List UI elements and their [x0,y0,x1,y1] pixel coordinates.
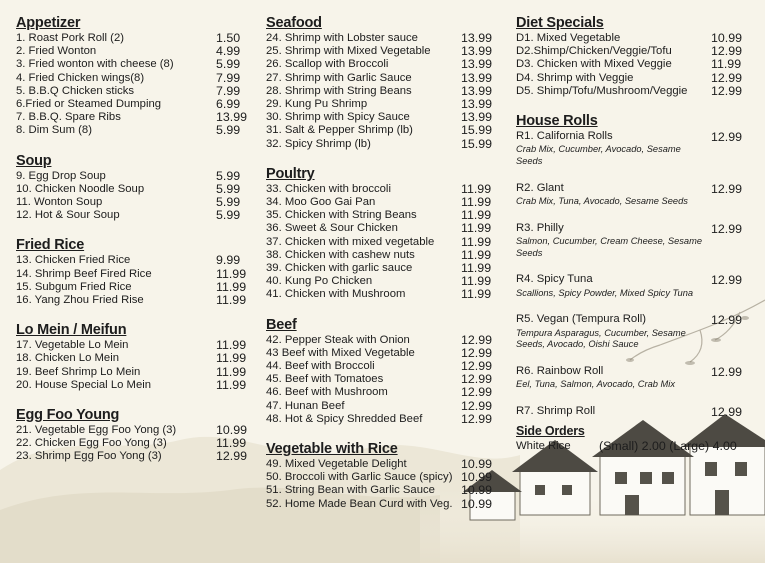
menu-item-name: 37. Chicken with mixed vegetable [266,235,435,248]
menu-item-name: 33. Chicken with broccoli [266,182,391,195]
menu-item-price: 9.99 [216,253,241,268]
menu-item-price: 5.99 [216,123,241,138]
menu-item-name: 38. Chicken with cashew nuts [266,248,415,261]
menu-item-description: Eel, Tuna, Salmon, Avocado, Crab Mix [516,379,675,390]
menu-item-description: Salmon, Cucumber, Cream Cheese, Sesame Seeds [516,236,703,258]
menu-item-name: 7. B.B.Q. Spare Ribs [16,111,121,124]
menu-item-price: 12.99 [216,449,248,464]
section-title-appetizer: Appetizer [16,15,81,31]
menu-section-diet-specials [516,14,746,98]
menu-item-price: (Small) 2.00 (Large) 4.00 [599,439,737,453]
menu-item [16,170,246,183]
menu-item-price: 11.99 [216,266,247,281]
menu-item-name: R4. Spicy Tuna [516,273,593,286]
menu-section-fried-rice [16,236,246,307]
menu-item-name: R5. Vegan (Tempura Roll) [516,313,646,326]
menu-item-name: 40. Kung Po Chicken [266,275,373,288]
menu-section-vegetable-with-rice [266,440,496,511]
menu-item-name: 9. Egg Drop Soup [16,169,106,182]
menu-column-middle [266,14,496,511]
menu-item-name: 39. Chicken with garlic sauce [266,262,413,275]
menu-item-price: 5.99 [216,208,241,223]
menu-item-price: 12.99 [711,83,743,98]
menu-item [516,85,746,98]
menu-item-name: 31. Salt & Pepper Shrimp (lb) [266,124,413,137]
menu-item-price: 12.99 [461,345,493,360]
menu-item-price: 12.99 [461,359,493,374]
menu-item [266,124,496,137]
menu-item [16,254,246,267]
menu-item-name: 13. Chicken Fried Rice [16,254,131,267]
menu-item-description: Scallions, Spicy Powder, Mixed Spicy Tuna [516,287,694,298]
menu-item-name: 41. Chicken with Mushroom [266,288,406,301]
menu-item-price: 11.99 [461,274,492,289]
menu-section-egg-foo-young [16,406,246,464]
menu-item-price: 6.99 [216,97,241,112]
menu-item-name: 12. Hot & Sour Soup [16,209,120,222]
menu-item-name: 36. Sweet & Sour Chicken [266,222,398,235]
menu-item-name: 3. Fried wonton with cheese (8) [16,58,174,71]
menu-item-price: 1.50 [216,31,241,45]
menu-item [266,138,496,151]
menu-column-right [516,14,746,453]
menu-item [266,58,496,71]
menu-section-seafood [266,14,496,151]
menu-item-price: 12.99 [461,385,493,400]
menu-item-name: 15. Subgum Fried Rice [16,280,132,293]
menu-item [16,85,246,98]
menu-item-name: 28. Shrimp with String Beans [266,84,412,97]
menu-item-price: 13.99 [461,57,493,72]
menu-section-poultry [266,165,496,302]
menu-item [516,313,746,351]
menu-item-name: 46. Beef with Mushroom [266,386,388,399]
menu-item [266,484,496,497]
menu-item-price: 13.99 [461,110,493,125]
menu-section-side-orders [516,422,746,453]
menu-item-name: R6. Rainbow Roll [516,364,604,377]
menu-item [266,236,496,249]
menu-item [16,111,246,124]
menu-item-name: 34. Moo Goo Gai Pan [266,196,376,209]
menu-item-name: D1. Mixed Vegetable [516,32,621,44]
section-title-beef: Beef [266,316,297,333]
menu-item-price: 12.99 [461,411,493,426]
menu-item-name: 27. Shrimp with Garlic Sauce [266,71,412,84]
menu-section-appetizer [16,14,246,138]
menu-item-name: D2.Shimp/Chicken/Veggie/Tofu [516,45,672,58]
menu-item-name: 25. Shrimp with Mixed Vegetable [266,45,431,58]
menu-item-price: 5.99 [216,181,241,196]
menu-item [516,440,746,453]
menu-item-name: 51. String Bean with Garlic Sauce [266,484,435,497]
menu-section-house-rolls [516,112,746,418]
menu-item-name: 5. B.B.Q Chicken sticks [16,84,135,97]
menu-item-price: 12.99 [711,44,743,59]
menu-item-name: 11. Wonton Soup [16,196,103,209]
section-title-soup: Soup [16,152,52,169]
menu-item-price: 12.99 [711,273,743,288]
menu-item-price: 12.99 [711,364,743,379]
menu-item-description: Crab Mix, Tuna, Avocado, Sesame Seeds [516,196,688,207]
menu-item-price: 11.99 [461,234,492,249]
menu-item [16,32,246,45]
menu-item-description: Crab Mix, Cucumber, Avocado, Sesame Seeds [516,144,681,167]
menu-item [266,334,496,347]
menu-item-price: 11.99 [216,293,247,308]
menu-item-name: 17. Vegetable Lo Mein [16,339,129,352]
menu-item [266,72,496,85]
menu-item-price: 10.99 [461,496,493,511]
menu-item-price: 11.99 [461,208,492,223]
menu-item [266,413,496,426]
menu-item [266,498,496,511]
menu-item [16,281,246,294]
menu-section-beef [266,316,496,426]
menu-item-price: 11.99 [711,57,742,72]
menu-item-price: 13.99 [461,70,493,85]
menu-item-price: 10.99 [461,483,493,498]
menu-item [16,366,246,379]
menu-item-price: 13.99 [461,44,493,59]
menu-item-name: 6.Fried or Steamed Dumping [16,98,162,111]
menu-item-name: 22. Chicken Egg Foo Yong (3) [16,437,167,450]
menu-item-name: 50. Broccoli with Garlic Sauce (spicy) [266,471,453,484]
menu-item [16,379,246,392]
menu-item-name: 14. Shrimp Beef Fired Rice [16,267,152,280]
menu-item-price: 11.99 [216,338,247,353]
menu-item-price: 15.99 [461,123,493,138]
menu-item-name: 49. Mixed Vegetable Delight [266,458,407,471]
menu-item-price: 12.99 [711,181,743,196]
menu-item-name: White Rice [516,440,571,452]
menu-item-price: 12.99 [711,130,743,145]
menu-item-price: 12.99 [461,398,493,413]
menu-item-name: 18. Chicken Lo Mein [16,352,119,365]
section-title-diet-specials: Diet Specials [516,15,604,31]
section-title-seafood: Seafood [266,15,322,31]
menu-item-price: 10.99 [461,470,493,485]
menu-item-price: 5.99 [216,57,241,72]
menu-item-name: 52. Home Made Bean Curd with Veg. [266,497,453,510]
menu-item-name: 2. Fried Wonton [16,45,97,58]
menu-item-name: 47. Hunan Beef [266,399,345,412]
menu-item [266,288,496,301]
section-title-lo-mein: Lo Mein / Meifun [16,322,127,339]
menu-item-price: 11.99 [461,221,492,236]
menu-item-price: 10.99 [711,31,743,45]
menu-item-name: 16. Yang Zhou Fried Rise [16,294,144,307]
menu-item-price: 13.99 [216,110,248,125]
menu-item-price: 4.99 [216,44,241,59]
menu-item-name: 1. Roast Pork Roll (2) [16,32,124,44]
menu-item-name: 21. Vegetable Egg Foo Yong (3) [16,424,177,437]
menu-section-soup [16,152,246,223]
menu-item-price: 11.99 [461,181,492,196]
section-title-house-rolls: House Rolls [516,113,598,130]
menu-item-name: 20. House Special Lo Mein [16,378,152,391]
menu-item [16,437,246,450]
menu-item-name: 26. Scallop with Broccoli [266,58,389,71]
menu-item [266,386,496,399]
menu-item [16,294,246,307]
menu-item-price: 12.99 [461,372,493,387]
menu-item [16,450,246,463]
menu-item [16,196,246,209]
menu-item-price: 11.99 [461,195,492,210]
menu-item [516,405,746,418]
menu-item-price: 12.99 [461,332,493,347]
menu-item-name: 8. Dim Sum (8) [16,124,92,137]
menu-item [516,72,746,85]
menu-item-name: 29. Kung Pu Shrimp [266,98,368,111]
menu-item [516,222,746,260]
menu-item [16,58,246,71]
menu-item-price: 12.99 [711,221,743,236]
menu-item-description: Tempura Asparagus, Cucumber, Sesame Seeds, Avocado, Oishi Sauce [516,327,686,350]
menu-item-name: 35. Chicken with String Beans [266,209,417,222]
menu-item-price: 7.99 [216,70,241,85]
menu-item-price: 11.99 [461,261,492,276]
menu-item-name: 23. Shrimp Egg Foo Yong (3) [16,450,162,463]
menu-item [16,352,246,365]
menu-item [16,339,246,352]
menu-item [16,209,246,222]
menu-item-price: 11.99 [461,247,492,262]
menu-item-price: 11.99 [216,351,247,366]
menu-item [16,183,246,196]
menu-item [516,182,746,208]
section-title-egg-foo-young: Egg Foo Young [16,407,120,424]
menu-item-name: 24. Shrimp with Lobster sauce [266,32,418,44]
menu-item-price: 5.99 [216,168,241,183]
menu-item-price: 12.99 [711,313,743,328]
menu-item-name: 30. Shrimp with Spicy Sauce [266,111,410,124]
menu-item [16,424,246,437]
menu-item [516,130,746,168]
menu-item-price: 15.99 [461,136,493,151]
menu-item [16,45,246,58]
menu-item-price: 12.99 [711,70,743,85]
menu-item-price: 11.99 [216,377,247,392]
menu-item-price: 11.99 [216,436,247,451]
menu-item-name: 19. Beef Shrimp Lo Mein [16,365,141,378]
menu-item-price: 10.99 [216,423,248,438]
menu-item-price: 5.99 [216,195,241,210]
menu-item-name: 45. Beef with Tomatoes [266,373,384,386]
menu-item-name: R7. Shrimp Roll [516,404,596,417]
menu-item-name: R3. Philly [516,221,564,234]
menu-item [266,222,496,235]
menu-section-lo-mein [16,321,246,392]
menu-item-price: 7.99 [216,83,241,98]
menu-item [16,98,246,111]
menu-item [266,400,496,413]
menu-item [516,273,746,299]
menu-item-name: R1. California Rolls [516,130,613,143]
menu-item-price: 11.99 [216,364,247,379]
menu-item-name: D4. Shrimp with Veggie [516,71,634,84]
menu-item-name: 10. Chicken Noodle Soup [16,182,145,195]
menu-item-price: 11.99 [461,287,492,302]
menu-item [516,365,746,391]
section-title-vegetable-with-rice: Vegetable with Rice [266,441,398,458]
menu-item-price: 12.99 [711,404,743,419]
menu-item [16,72,246,85]
menu-item-price: 13.99 [461,31,493,45]
menu-item-name: D3. Chicken with Mixed Veggie [516,58,672,71]
section-title-side-orders: Side Orders [516,424,585,438]
menu-item-name: D5. Shimp/Tofu/Mushroom/Veggie [516,84,688,97]
menu-item [16,268,246,281]
menu-item-price: 13.99 [461,83,493,98]
menu-item-name: 32. Spicy Shrimp (lb) [266,137,371,150]
menu-item [516,58,746,71]
menu-item-name: 48. Hot & Spicy Shredded Beef [266,412,423,425]
section-title-fried-rice: Fried Rice [16,237,85,254]
menu-item-name: 42. Pepper Steak with Onion [266,333,410,346]
menu-item-price: 13.99 [461,97,493,112]
menu-column-left [16,14,246,464]
menu-item-name: 43 Beef with Mixed Vegetable [266,346,415,359]
menu-item-price: 11.99 [216,279,247,294]
menu-item-name: R2. Glant [516,181,564,194]
section-title-poultry: Poultry [266,165,315,182]
menu-item-name: 4. Fried Chicken wings(8) [16,71,145,84]
menu-item [16,124,246,137]
menu-item-name: 44. Beef with Broccoli [266,360,375,373]
menu-item-price: 10.99 [461,457,493,472]
